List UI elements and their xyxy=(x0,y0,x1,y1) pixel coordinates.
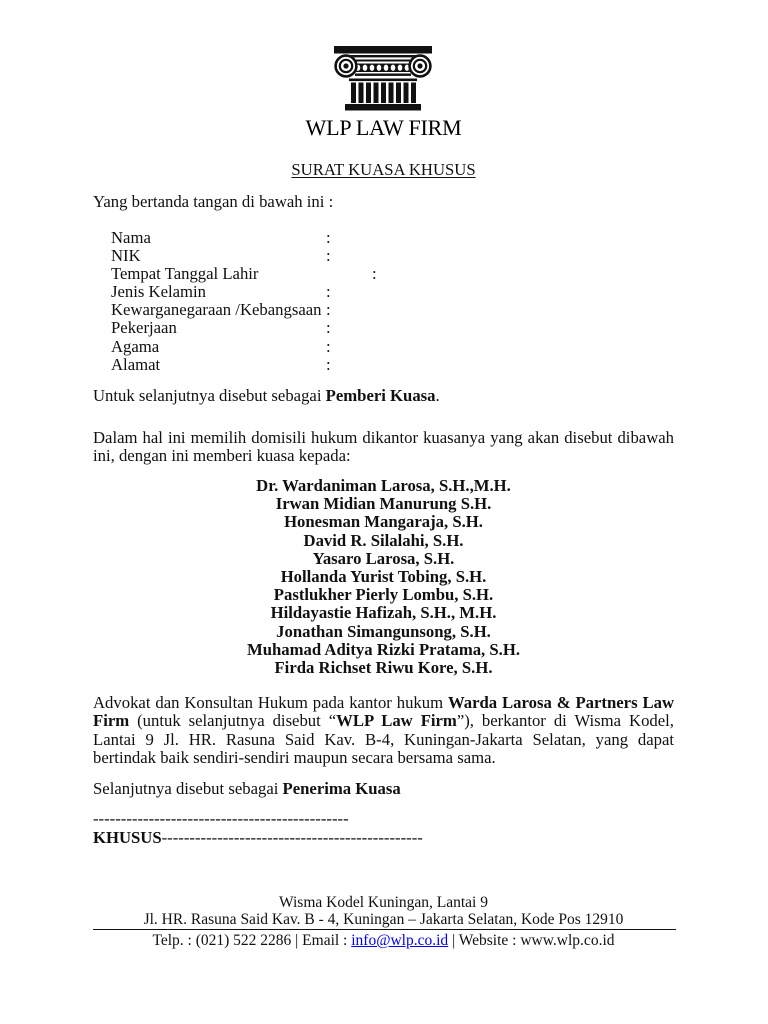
field-separator: : xyxy=(326,354,331,374)
field-separator: : xyxy=(326,336,331,356)
advocate-line-2-text-b: ”), berkantor di Wisma Kodel, xyxy=(456,711,674,731)
field-row-kewarganegaraan xyxy=(111,301,431,319)
field-label: NIK xyxy=(111,246,141,266)
grantor-statement-prefix: Untuk selanjutnya disebut sebagai xyxy=(93,386,326,405)
footer-address-line-2: Jl. HR. Rasuna Said Kav. B - 4, Kuningan – Jakarta Selatan, Kode Pos 12910 xyxy=(143,911,624,928)
attorney-name: Hildayastie Hafizah, S.H., M.H. xyxy=(270,603,497,623)
field-label: Nama xyxy=(111,228,151,247)
advocate-line-2 xyxy=(93,712,674,730)
footer-address-line-1: Wisma Kodel Kuningan, Lantai 9 xyxy=(278,894,488,911)
field-row-pekerjaan xyxy=(111,319,431,337)
khusus-line xyxy=(93,829,423,847)
domicile-paragraph xyxy=(93,429,674,465)
attorney-name: Hollanda Yurist Tobing, S.H. xyxy=(280,567,487,587)
field-label: Tempat Tanggal Lahir xyxy=(111,264,259,284)
attorney-name: Muhamad Aditya Rizki Pratama, S.H. xyxy=(246,639,521,659)
firm-full-name-part-1: Warda Larosa & Partners Law xyxy=(448,693,675,712)
field-label: Kewarganegaraan /Kebangsaan xyxy=(111,300,322,320)
attorney-name: Jonathan Simangunsong, S.H. xyxy=(276,621,491,641)
field-label: Pekerjaan xyxy=(111,318,177,338)
field-separator: : xyxy=(326,318,331,338)
attorney-name: Honesman Mangaraja, S.H. xyxy=(284,512,483,532)
attorney-name: Firda Richset Riwu Kore, S.H. xyxy=(274,658,493,678)
column-volute-left xyxy=(334,54,357,77)
field-row-tempat-tanggal-lahir xyxy=(111,265,431,283)
advocate-line-1-text: Advokat dan Konsultan Hukum pada kantor hukum xyxy=(93,693,448,712)
grantee-term: Penerima Kuasa xyxy=(282,779,401,798)
firm-name: WLP LAW FIRM xyxy=(305,115,462,140)
advocate-line-1 xyxy=(93,694,674,712)
attorney-name: Dr. Wardaniman Larosa, S.H.,M.H. xyxy=(256,476,511,495)
advocate-line-3: Lantai 9 Jl. HR. Rasuna Said Kav. B-4, Kuningan-Jakarta Selatan, yang dapat xyxy=(93,729,674,749)
grantor-statement xyxy=(93,387,440,405)
intro-text: Yang bertanda tangan di bawah ini : xyxy=(93,192,334,211)
column-shaft-flutes xyxy=(351,83,416,104)
grantor-fields xyxy=(111,229,431,374)
footer-contact-prefix: Telp. : (021) 522 2286 | Email : xyxy=(152,932,352,949)
attorney-name: Irwan Midian Manurung S.H. xyxy=(275,494,492,514)
khusus-label: KHUSUS xyxy=(93,828,162,847)
advocate-paragraph xyxy=(93,694,674,767)
attorney-name: Yasaro Larosa, S.H. xyxy=(312,548,455,568)
grantor-term: Pemberi Kuasa xyxy=(325,386,436,405)
advocate-line-4: bertindak baik sendiri-sendiri maupun secara bersama sama. xyxy=(93,747,496,767)
field-separator: : xyxy=(372,264,377,284)
field-row-nik xyxy=(111,247,431,265)
attorney-name: Pastlukher Pierly Lombu, S.H. xyxy=(273,585,494,605)
firm-short-name: WLP Law Firm xyxy=(336,711,457,731)
field-separator: : xyxy=(326,282,331,302)
attorney-list xyxy=(93,477,674,677)
grantee-statement-prefix: Selanjutnya disebut sebagai xyxy=(93,779,283,798)
document-title: SURAT KUASA KHUSUS xyxy=(291,160,476,179)
domicile-line-2: ini, dengan ini memberi kuasa kepada: xyxy=(93,446,351,466)
grantor-statement-suffix: . xyxy=(435,386,440,405)
footer-rule xyxy=(93,929,676,930)
advocate-line-2-text-a: (untuk selanjutnya disebut “ xyxy=(129,711,337,731)
footer-contact-suffix: | Website : www.wlp.co.id xyxy=(448,932,615,949)
field-label: Alamat xyxy=(111,354,161,374)
firm-full-name-part-2: Firm xyxy=(93,711,130,731)
ionic-column-icon xyxy=(333,44,433,112)
field-row-jenis-kelamin xyxy=(111,283,431,301)
field-row-agama xyxy=(111,338,431,356)
grantee-statement xyxy=(93,780,401,798)
document-title-wrap xyxy=(93,161,674,179)
domicile-line-1: Dalam hal ini memilih domisili hukum dikantor kuasanya yang akan disebut dibawah xyxy=(93,428,674,447)
column-volute-right xyxy=(408,54,431,77)
field-separator: : xyxy=(326,246,331,266)
attorney-name: David R. Silalahi, S.H. xyxy=(303,530,464,550)
footer-contact xyxy=(93,932,674,949)
field-separator: : xyxy=(326,228,331,247)
khusus-dashes: ----------------------------------------------- xyxy=(161,828,423,847)
field-separator: : xyxy=(326,300,331,320)
field-label: Agama xyxy=(111,336,160,356)
field-label: Jenis Kelamin xyxy=(111,282,207,302)
field-row-alamat xyxy=(111,356,431,374)
field-row-nama xyxy=(111,229,431,247)
dashed-divider: ---------------------------------------------- xyxy=(93,809,349,828)
email-link[interactable]: info@wlp.co.id xyxy=(351,932,449,949)
